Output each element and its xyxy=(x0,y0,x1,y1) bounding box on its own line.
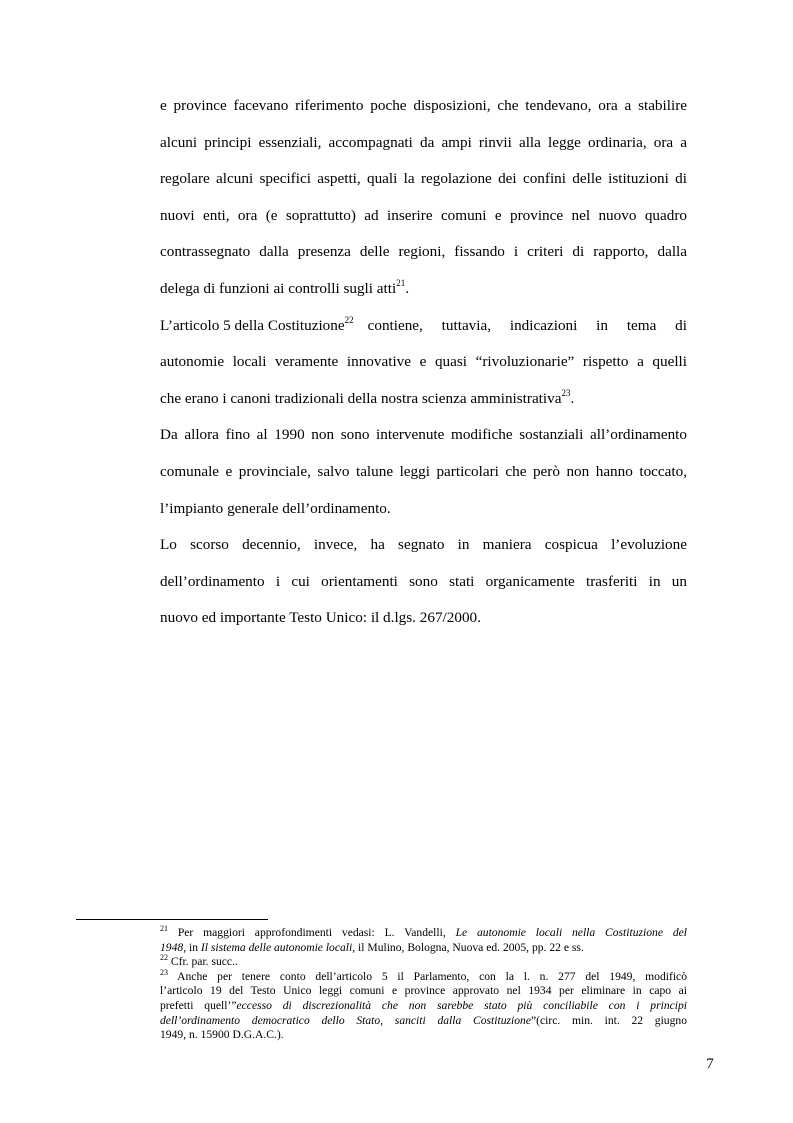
text-span: Anche per tenere conto dell’articolo 5 il Parlamento, con la l. n. 277 del 1949, modificò xyxy=(168,969,687,983)
text-line xyxy=(160,308,687,345)
text-span: delega di funzioni ai controlli sugli atti xyxy=(160,279,397,297)
text-span: , in xyxy=(183,940,201,954)
text-span: . xyxy=(405,279,409,297)
text-span: prefetti quell’” xyxy=(160,998,237,1012)
text-line xyxy=(160,271,687,308)
text-span: ”(circ. min. int. 22 giugno xyxy=(530,1013,687,1027)
main-text xyxy=(160,88,687,637)
footnotes xyxy=(160,926,687,1043)
text-line: nuovi enti, ora (e soprattutto) ad inserire comuni e province nel nuovo quadro xyxy=(160,206,687,224)
text-line: nuovo ed importante Testo Unico: il d.lgs. 267/2000. xyxy=(160,609,481,627)
text-span: , il Mulino, Bologna, Nuova ed. 2005, pp. 22 e ss. xyxy=(352,940,584,954)
text-span: contiene, tuttavia, indicazioni in tema di xyxy=(367,316,687,334)
italic-span: Il sistema delle autonomie locali xyxy=(200,940,353,954)
text-line: alcuni principi essenziali, accompagnati da ampi rinvii alla legge ordinaria, ora a xyxy=(160,133,687,151)
text-line xyxy=(160,381,687,418)
text-line: autonomie locali veramente innovative e quasi “rivoluzionarie” rispetto a quelli xyxy=(160,353,687,371)
footnote-23-cont: l’articolo 19 del Testo Unico leggi comuni e province approvato nel 1934 per eliminare in capo ai xyxy=(160,984,687,998)
text-span: Per maggiori approfondimenti vedasi: L. Vandelli, xyxy=(168,926,456,939)
text-span: L’articolo 5 della Costituzione xyxy=(160,316,345,334)
text-line: Lo scorso decennio, invece, ha segnato in maniera cospicua l’evoluzione xyxy=(160,536,687,554)
text-span xyxy=(160,308,354,345)
footnote-ref-21[interactable]: 21 xyxy=(396,277,406,288)
text-line: contrassegnato dalla presenza delle regioni, fissando i criteri di rapporto, dalla xyxy=(160,243,687,261)
text-span: Cfr. par. succ.. xyxy=(168,955,238,969)
footnote-ref-22[interactable]: 22 xyxy=(344,314,354,325)
italic-span: Le autonomie locali nella Costituzione del xyxy=(455,926,687,939)
text-line: dell’ordinamento i cui orientamenti sono stati organicamente trasferiti in un xyxy=(160,572,687,590)
footnote-separator xyxy=(76,919,268,920)
footnote-23 xyxy=(160,967,687,985)
text-line: Da allora fino al 1990 non sono intervenute modifiche sostanziali all’ordinamento xyxy=(160,426,687,444)
text-line: comunale e provinciale, salvo talune leggi particolari che però non hanno toccato, xyxy=(160,462,687,480)
text-span: che erano i canoni tradizionali della nostra scienza amministrativa xyxy=(160,389,562,407)
footnote-21 xyxy=(160,926,687,941)
text-line: regolare alcuni specifici aspetti, quali la regolazione dei confini delle istituzioni di xyxy=(160,170,687,188)
italic-span: eccesso di discrezionalità che non sarebbe stato più conciliabile con i principi xyxy=(236,998,688,1012)
text-span: . xyxy=(570,389,575,407)
footnote-21-cont xyxy=(160,941,687,956)
footnote-23-cont: 1949, n. 15900 D.G.A.C.). xyxy=(160,1028,284,1042)
footnote-23-cont xyxy=(160,1014,687,1029)
footnote-23-cont xyxy=(160,999,687,1014)
footnote-number: 23 xyxy=(160,967,168,977)
footnote-22 xyxy=(160,955,687,970)
footnote-number: 22 xyxy=(160,953,168,963)
footnote-ref-23[interactable]: 23 xyxy=(561,387,571,398)
page-number: 7 xyxy=(706,1056,714,1072)
italic-span: dell’ordinamento democratico dello Stato, sanciti dalla Costituzione xyxy=(160,1013,531,1027)
footnote-number: 21 xyxy=(160,924,168,933)
text-line: l’impianto generale dell’ordinamento. xyxy=(160,499,391,517)
text-line: e province facevano riferimento poche disposizioni, che tendevano, ora a stabilire xyxy=(160,97,687,114)
italic-span: 1948 xyxy=(160,940,184,954)
